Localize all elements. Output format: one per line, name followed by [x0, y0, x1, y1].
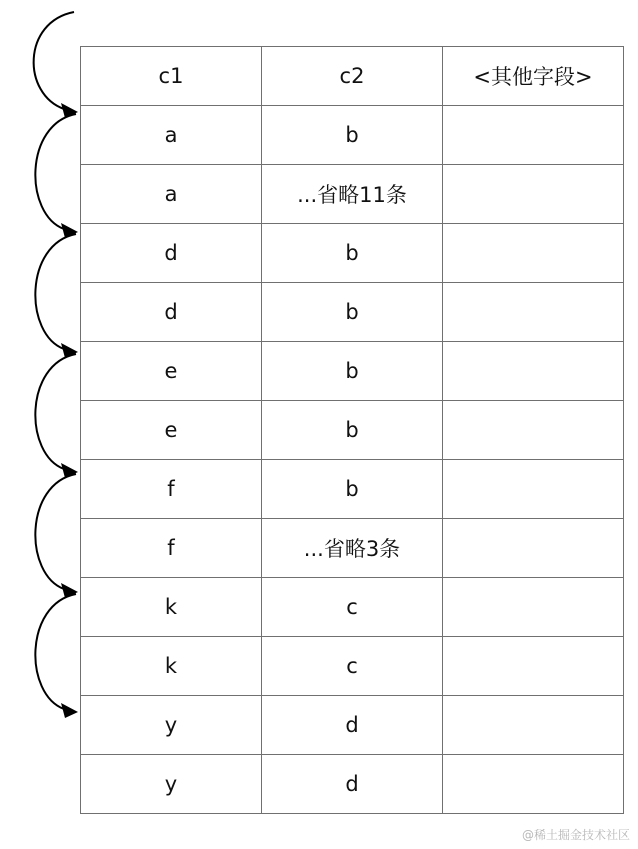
table-cell — [443, 283, 624, 342]
table-row — [81, 283, 624, 342]
table-cell — [443, 696, 624, 755]
table-cell — [443, 401, 624, 460]
table-cell: f — [81, 519, 262, 578]
table-cell: y — [81, 696, 262, 755]
table-row — [81, 165, 624, 224]
skip-arrow — [35, 474, 78, 598]
table-row — [81, 342, 624, 401]
table-cell: b — [262, 106, 443, 165]
table-row — [81, 106, 624, 165]
table-cell: a — [81, 165, 262, 224]
skip-arrow — [35, 594, 78, 718]
table-cell: a — [81, 106, 262, 165]
table-cell: b — [262, 342, 443, 401]
skip-arrow — [35, 354, 78, 478]
skip-arrow — [34, 12, 78, 118]
header-cell-2: c2 — [262, 47, 443, 106]
table-row — [81, 696, 624, 755]
arrow-curve — [35, 234, 76, 349]
skip-arrow — [35, 234, 78, 358]
table-row — [81, 637, 624, 696]
table-cell: k — [81, 578, 262, 637]
table-cell: f — [81, 460, 262, 519]
table-row — [81, 755, 624, 814]
table-row — [81, 224, 624, 283]
arrow-curve — [35, 114, 76, 229]
table-row — [81, 578, 624, 637]
table-cell: b — [262, 283, 443, 342]
table-cell — [443, 578, 624, 637]
table-cell: b — [262, 224, 443, 283]
table-cell — [443, 165, 624, 224]
table-cell — [443, 224, 624, 283]
table-row — [81, 460, 624, 519]
table-row — [81, 519, 624, 578]
watermark: @稀土掘金技术社区 — [521, 828, 630, 842]
arrowhead — [61, 703, 78, 718]
header-cell-3: <其他字段> — [443, 47, 624, 106]
table-cell: e — [81, 401, 262, 460]
table-cell: d — [81, 283, 262, 342]
table-cell: c — [262, 578, 443, 637]
skip-arrow — [35, 114, 78, 238]
table-cell: b — [262, 401, 443, 460]
table-row — [81, 401, 624, 460]
table-cell: d — [81, 224, 262, 283]
header-row — [81, 47, 624, 106]
arrow-curve — [34, 12, 74, 109]
table-cell — [443, 106, 624, 165]
table-cell: b — [262, 460, 443, 519]
table-cell: k — [81, 637, 262, 696]
arrow-curve — [35, 594, 76, 709]
table-cell: y — [81, 755, 262, 814]
table-cell: c — [262, 637, 443, 696]
table-cell — [443, 755, 624, 814]
table-cell — [443, 460, 624, 519]
table-cell: ...省略11条 — [262, 165, 443, 224]
table-cell: d — [262, 696, 443, 755]
table-cell: e — [81, 342, 262, 401]
table-cell — [443, 637, 624, 696]
header-cell-1: c1 — [81, 47, 262, 106]
table-cell — [443, 519, 624, 578]
table-cell — [443, 342, 624, 401]
arrow-curve — [35, 474, 76, 589]
table-cell: ...省略3条 — [262, 519, 443, 578]
arrow-curve — [35, 354, 76, 469]
data-table — [80, 46, 624, 814]
table-cell: d — [262, 755, 443, 814]
